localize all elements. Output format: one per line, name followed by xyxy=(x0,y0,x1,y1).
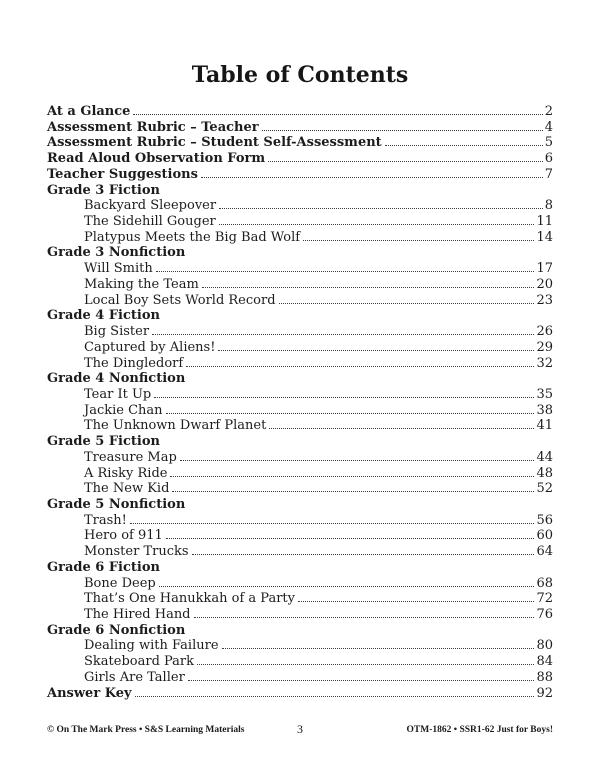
dot-leader xyxy=(219,208,543,209)
toc-entry-page-number: 80 xyxy=(536,638,553,654)
dot-leader xyxy=(152,334,534,335)
toc-entry-label: At a Glance xyxy=(47,104,131,119)
toc-entry xyxy=(47,324,553,340)
toc-entry xyxy=(47,576,553,592)
toc-entry-label: Assessment Rubric – Teacher xyxy=(47,119,259,135)
footer-product-code: OTM-1862 • SSR1-62 Just for Boys! xyxy=(406,725,553,735)
toc-entry xyxy=(47,638,553,654)
toc-entry xyxy=(47,167,553,183)
toc-entry-page-number: 14 xyxy=(536,229,553,245)
toc-entry-page-number: 4 xyxy=(544,119,553,135)
dot-leader xyxy=(269,428,534,429)
toc-entry-label: Making the Team xyxy=(84,276,199,292)
toc-entry xyxy=(47,654,553,670)
toc-entry-label: Girls Are Taller xyxy=(84,669,185,685)
toc-entry-label: The New Kid xyxy=(84,481,170,497)
toc-entry-page-number: 29 xyxy=(536,339,553,355)
dot-leader xyxy=(385,145,543,146)
toc-entry-page-number: 17 xyxy=(536,261,553,277)
toc-entry xyxy=(47,607,553,623)
toc-entry-label: Captured by Aliens! xyxy=(84,339,216,355)
toc-section-heading xyxy=(47,245,553,261)
toc-entry-label: Grade 4 Nonfiction xyxy=(47,371,186,387)
toc-section-heading xyxy=(47,183,553,199)
toc-entry xyxy=(47,528,553,544)
toc-entry-label: Read Aloud Observation Form xyxy=(47,151,266,167)
toc-entry-label: Trash! xyxy=(84,512,127,528)
page-footer xyxy=(47,722,553,738)
toc-entry-page-number: 88 xyxy=(536,669,553,685)
toc-entry-label: The Hired Hand xyxy=(84,607,191,622)
toc-entry-label: Grade 6 Nonfiction xyxy=(47,622,186,638)
dot-leader xyxy=(156,271,535,272)
toc-entry-page-number: 8 xyxy=(544,198,553,214)
toc-entry-label: Local Boy Sets World Record xyxy=(84,292,276,308)
toc-entry-page-number: 5 xyxy=(544,135,553,151)
dot-leader xyxy=(197,664,534,665)
toc-entry-page-number: 32 xyxy=(536,355,553,371)
toc-entry-label: Monster Trucks xyxy=(84,544,189,560)
toc-entry xyxy=(47,670,553,686)
dot-leader xyxy=(262,130,543,131)
toc-section-heading xyxy=(47,623,553,639)
toc-entry-page-number: 44 xyxy=(536,449,553,465)
toc-entry xyxy=(47,293,553,309)
toc-entry xyxy=(47,403,553,419)
toc-entry-page-number: 76 xyxy=(536,607,553,622)
dot-leader xyxy=(303,240,534,241)
toc-entry-label: Treasure Map xyxy=(84,449,177,465)
dot-leader xyxy=(218,350,534,351)
toc-entry-page-number: 26 xyxy=(536,324,553,340)
toc-entry-label: Grade 6 Fiction xyxy=(47,559,160,575)
toc-entry xyxy=(47,513,553,529)
toc-entry-page-number: 6 xyxy=(544,151,553,167)
toc-entry-label: Big Sister xyxy=(84,324,150,340)
toc-entry-page-number: 35 xyxy=(536,386,553,402)
toc-entry-page-number: 48 xyxy=(536,465,553,481)
dot-leader xyxy=(194,617,535,618)
dot-leader xyxy=(172,491,534,492)
toc-entry xyxy=(47,356,553,372)
toc-entry-label: Grade 3 Fiction xyxy=(47,182,160,198)
toc-section-heading xyxy=(47,308,553,324)
toc-entry-page-number: 84 xyxy=(536,654,553,670)
dot-leader xyxy=(201,177,543,178)
dot-leader xyxy=(166,538,535,539)
toc-entry-label: Assessment Rubric – Student Self-Assessment xyxy=(47,135,382,151)
toc-entry-page-number: 72 xyxy=(536,591,553,607)
toc-entry-page-number: 2 xyxy=(544,104,553,119)
toc-entry xyxy=(47,544,553,560)
toc-section-heading xyxy=(47,560,553,576)
dot-leader xyxy=(135,696,535,697)
toc-entry xyxy=(47,686,553,702)
toc-entry-label: Tear It Up xyxy=(84,386,152,402)
toc-entry xyxy=(47,418,553,434)
toc-section-heading xyxy=(47,497,553,513)
toc-entry-label: Skateboard Park xyxy=(84,654,195,670)
toc-entry-page-number: 64 xyxy=(536,544,553,560)
dot-leader xyxy=(222,648,535,649)
toc-entry-page-number: 38 xyxy=(536,402,553,418)
dot-leader xyxy=(298,601,534,602)
dot-leader xyxy=(268,161,543,162)
toc-entry-page-number: 23 xyxy=(536,292,553,308)
toc-entry-page-number: 52 xyxy=(536,481,553,497)
toc-entry xyxy=(47,214,553,230)
toc-entry xyxy=(47,120,553,136)
toc-entry-label: That’s One Hanukkah of a Party xyxy=(84,591,296,607)
toc-entry-label: A Risky Ride xyxy=(84,465,168,481)
toc-entry-page-number: 41 xyxy=(536,418,553,434)
footer-copyright: © On The Mark Press • S&S Learning Materials xyxy=(47,725,245,735)
dot-leader xyxy=(166,413,535,414)
toc-entry-page-number: 11 xyxy=(536,214,553,230)
toc-entry-page-number: 20 xyxy=(536,276,553,292)
toc-entry xyxy=(47,198,553,214)
dot-leader xyxy=(202,287,535,288)
toc-list xyxy=(47,104,553,701)
dot-leader xyxy=(219,224,535,225)
footer-page-number: 3 xyxy=(297,722,303,736)
toc-entry xyxy=(47,481,553,497)
dot-leader xyxy=(159,586,535,587)
toc-entry xyxy=(47,591,553,607)
toc-entry-label: Backyard Sleepover xyxy=(84,198,217,214)
toc-entry-label: The Sidehill Gouger xyxy=(84,214,216,230)
toc-entry-label: The Unknown Dwarf Planet xyxy=(84,418,267,434)
toc-section-heading xyxy=(47,434,553,450)
toc-entry-label: Grade 5 Fiction xyxy=(47,434,160,450)
toc-entry-label: The Dingledorf xyxy=(84,355,184,371)
dot-leader xyxy=(154,397,534,398)
toc-entry-label: Grade 3 Nonfiction xyxy=(47,245,186,261)
toc-entry xyxy=(47,450,553,466)
toc-entry xyxy=(47,466,553,482)
toc-entry-label: Will Smith xyxy=(84,261,153,277)
dot-leader xyxy=(170,476,534,477)
dot-leader xyxy=(180,460,535,461)
toc-entry-page-number: 56 xyxy=(536,512,553,528)
toc-entry xyxy=(47,277,553,293)
toc-entry xyxy=(47,340,553,356)
dot-leader xyxy=(188,680,535,681)
page-title: Table of Contents xyxy=(191,62,409,88)
dot-leader xyxy=(279,303,535,304)
toc-entry xyxy=(47,104,553,120)
dot-leader xyxy=(130,523,535,524)
dot-leader xyxy=(192,554,535,555)
toc-entry-page-number: 60 xyxy=(536,528,553,544)
toc-entry xyxy=(47,261,553,277)
toc-entry-page-number: 92 xyxy=(536,685,553,701)
toc-entry-label: Grade 5 Nonfiction xyxy=(47,496,186,512)
toc-entry xyxy=(47,151,553,167)
toc-entry-label: Platypus Meets the Big Bad Wolf xyxy=(84,229,301,245)
toc-entry-label: Jackie Chan xyxy=(84,402,163,418)
toc-entry-label: Grade 4 Fiction xyxy=(47,308,160,324)
toc-section-heading xyxy=(47,371,553,387)
dot-leader xyxy=(133,114,542,115)
toc-entry-page-number: 68 xyxy=(536,575,553,591)
toc-entry-label: Bone Deep xyxy=(84,575,156,591)
toc-entry-label: Answer Key xyxy=(47,685,132,701)
toc-entry xyxy=(47,230,553,246)
toc-entry xyxy=(47,135,553,151)
toc-entry-page-number: 7 xyxy=(544,166,553,182)
toc-entry xyxy=(47,387,553,403)
toc-entry-label: Hero of 911 xyxy=(84,528,163,544)
toc-entry-label: Dealing with Failure xyxy=(84,638,219,654)
toc-entry-label: Teacher Suggestions xyxy=(47,166,198,182)
dot-leader xyxy=(186,366,534,367)
